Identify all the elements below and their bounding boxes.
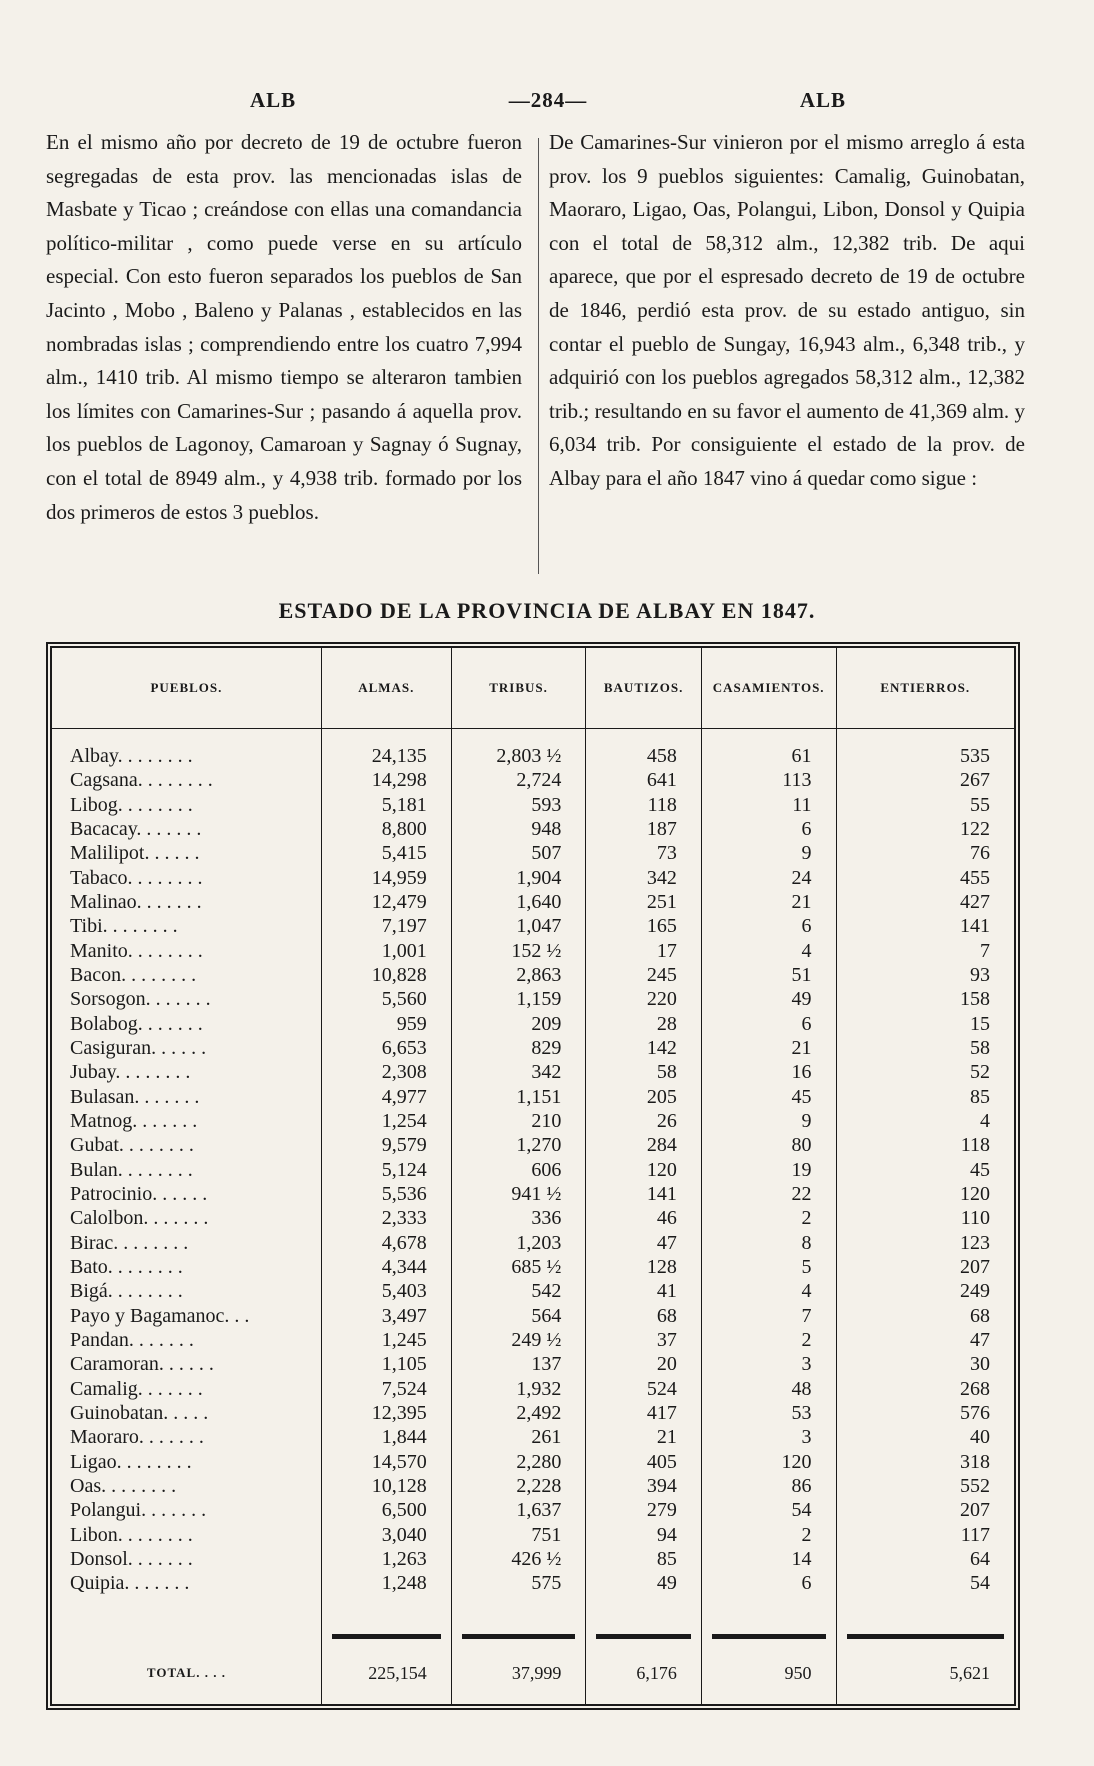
value-cell: 426 ½	[451, 1547, 586, 1571]
table-row	[52, 914, 1014, 938]
table-row	[52, 1279, 1014, 1303]
pueblo-cell: Sorsogon. . . . . . .	[70, 988, 211, 1011]
value-cell: 15	[836, 1012, 1014, 1036]
pueblo-cell: Donsol. . . . . . .	[70, 1547, 193, 1570]
value-cell: 535	[836, 729, 1014, 769]
value-cell: 1,932	[451, 1376, 586, 1400]
value-cell: 1,844	[321, 1425, 451, 1449]
value-cell: 210	[451, 1109, 586, 1133]
value-cell: 68	[586, 1303, 701, 1327]
value-cell: 118	[586, 793, 701, 817]
rule-bar	[462, 1634, 576, 1639]
pueblo-cell: Bolabog. . . . . . .	[70, 1012, 203, 1035]
value-cell: 21	[701, 890, 836, 914]
rule-bar	[332, 1634, 441, 1639]
value-cell: 9	[701, 841, 836, 865]
value-cell: 524	[586, 1376, 701, 1400]
value-cell: 6	[701, 817, 836, 841]
page-number: —284—	[508, 87, 588, 112]
value-cell: 1,151	[451, 1085, 586, 1109]
table-frame	[46, 642, 1020, 1710]
value-cell: 336	[451, 1206, 586, 1230]
value-cell: 3,497	[321, 1303, 451, 1327]
table-row	[52, 1012, 1014, 1036]
pueblo-cell: Tibi. . . . . . . .	[70, 915, 178, 938]
rule-cell	[52, 1632, 321, 1643]
table-row	[52, 841, 1014, 865]
value-cell: 606	[451, 1157, 586, 1181]
value-cell: 12,479	[321, 890, 451, 914]
value-cell: 10,128	[321, 1474, 451, 1498]
value-cell: 86	[701, 1474, 836, 1498]
value-cell: 123	[836, 1230, 1014, 1254]
pueblo-cell: Casiguran. . . . . .	[70, 1037, 207, 1059]
value-cell: 2	[701, 1328, 836, 1352]
value-cell: 80	[701, 1133, 836, 1157]
value-cell: 187	[586, 817, 701, 841]
value-cell: 28	[586, 1012, 701, 1036]
value-cell: 2,308	[321, 1060, 451, 1084]
pueblo-cell: Jubay. . . . . . . .	[70, 1061, 191, 1084]
value-cell: 26	[586, 1109, 701, 1133]
value-cell: 417	[586, 1401, 701, 1425]
table-body	[52, 729, 1014, 1705]
table-row	[52, 1109, 1014, 1133]
value-cell: 207	[836, 1255, 1014, 1279]
pueblo-cell: Manito. . . . . . . .	[70, 939, 203, 962]
value-cell: 158	[836, 987, 1014, 1011]
value-cell: 405	[586, 1449, 701, 1473]
value-cell: 564	[451, 1303, 586, 1327]
value-cell: 3	[701, 1352, 836, 1376]
value-cell: 49	[701, 987, 836, 1011]
column-header: TRIBUS.	[451, 648, 586, 729]
value-cell: 284	[586, 1133, 701, 1157]
value-cell: 205	[586, 1085, 701, 1109]
value-cell: 12,395	[321, 1401, 451, 1425]
spacer-cell	[451, 1595, 586, 1631]
table-row	[52, 1157, 1014, 1181]
value-cell: 8,800	[321, 817, 451, 841]
value-cell: 47	[586, 1230, 701, 1254]
value-cell: 22	[701, 1182, 836, 1206]
pueblo-cell: Tabaco. . . . . . . .	[70, 866, 203, 889]
pueblo-cell: Matnog. . . . . . .	[70, 1109, 198, 1132]
spacer-cell	[701, 1595, 836, 1631]
value-cell: 58	[586, 1060, 701, 1084]
value-cell: 552	[836, 1474, 1014, 1498]
value-cell: 68	[836, 1303, 1014, 1327]
table-row	[52, 1133, 1014, 1157]
value-cell: 342	[451, 1060, 586, 1084]
value-cell: 41	[586, 1279, 701, 1303]
value-cell: 16	[701, 1060, 836, 1084]
value-cell: 5,560	[321, 987, 451, 1011]
value-cell: 165	[586, 914, 701, 938]
value-cell: 5,415	[321, 841, 451, 865]
spacer-cell	[586, 1595, 701, 1631]
table-row	[52, 1401, 1014, 1425]
pueblo-cell: Cagsana. . . . . . . .	[70, 769, 213, 792]
value-cell: 118	[836, 1133, 1014, 1157]
value-cell: 318	[836, 1449, 1014, 1473]
value-cell: 641	[586, 768, 701, 792]
pueblo-cell: Ligao. . . . . . . .	[70, 1450, 192, 1473]
pueblo-cell: Bato. . . . . . . .	[70, 1255, 183, 1278]
value-cell: 47	[836, 1328, 1014, 1352]
pueblo-cell: Bulan. . . . . . . .	[70, 1158, 193, 1181]
pueblo-cell: Malilipot. . . . . .	[70, 842, 200, 865]
rule-bar	[847, 1634, 1005, 1639]
value-cell: 64	[836, 1547, 1014, 1571]
value-cell: 110	[836, 1206, 1014, 1230]
table-row	[52, 1376, 1014, 1400]
table-row	[52, 1230, 1014, 1254]
rule-bar	[712, 1634, 826, 1639]
value-cell: 1,270	[451, 1133, 586, 1157]
value-cell: 576	[836, 1401, 1014, 1425]
pueblo-cell: Libon. . . . . . . .	[70, 1523, 193, 1546]
value-cell: 1,001	[321, 939, 451, 963]
estado-table	[52, 648, 1014, 1704]
table-row	[52, 1474, 1014, 1498]
value-cell: 54	[836, 1571, 1014, 1595]
value-cell: 829	[451, 1036, 586, 1060]
value-cell: 120	[701, 1449, 836, 1473]
value-cell: 261	[451, 1425, 586, 1449]
column-header: ALMAS.	[321, 648, 451, 729]
value-cell: 542	[451, 1279, 586, 1303]
total-value: 37,999	[451, 1642, 586, 1704]
value-cell: 73	[586, 841, 701, 865]
pueblo-cell: Maoraro. . . . . . .	[70, 1426, 204, 1449]
value-cell: 52	[836, 1060, 1014, 1084]
value-cell: 2	[701, 1522, 836, 1546]
value-cell: 941 ½	[451, 1182, 586, 1206]
value-cell: 959	[321, 1012, 451, 1036]
pueblo-cell: Oas. . . . . . . .	[70, 1474, 177, 1497]
value-cell: 751	[451, 1522, 586, 1546]
value-cell: 1,203	[451, 1230, 586, 1254]
table-row	[52, 793, 1014, 817]
value-cell: 207	[836, 1498, 1014, 1522]
pueblo-cell: Albay. . . . . . . .	[70, 744, 193, 767]
pueblo-cell: Gubat. . . . . . . .	[70, 1134, 194, 1157]
value-cell: 19	[701, 1157, 836, 1181]
running-header	[250, 84, 846, 116]
value-cell: 113	[701, 768, 836, 792]
table-row	[52, 890, 1014, 914]
value-cell: 4	[701, 939, 836, 963]
value-cell: 2,333	[321, 1206, 451, 1230]
pueblo-cell: Payo y Bagamanoc. . .	[70, 1304, 250, 1327]
value-cell: 49	[586, 1571, 701, 1595]
value-cell: 5	[701, 1255, 836, 1279]
pueblo-cell: Pandan. . . . . . .	[70, 1328, 194, 1351]
value-cell: 137	[451, 1352, 586, 1376]
value-cell: 1,105	[321, 1352, 451, 1376]
value-cell: 1,159	[451, 987, 586, 1011]
value-cell: 5,536	[321, 1182, 451, 1206]
spacer-cell	[836, 1595, 1014, 1631]
pueblo-cell: Calolbon. . . . . . .	[70, 1207, 209, 1230]
value-cell: 268	[836, 1376, 1014, 1400]
value-cell: 2,803 ½	[451, 729, 586, 769]
value-cell: 128	[586, 1255, 701, 1279]
table-row	[52, 1206, 1014, 1230]
value-cell: 4,678	[321, 1230, 451, 1254]
value-cell: 593	[451, 793, 586, 817]
value-cell: 17	[586, 939, 701, 963]
table-row	[52, 729, 1014, 769]
table-row	[52, 1303, 1014, 1327]
value-cell: 267	[836, 768, 1014, 792]
value-cell: 9,579	[321, 1133, 451, 1157]
value-cell: 2,228	[451, 1474, 586, 1498]
value-cell: 93	[836, 963, 1014, 987]
value-cell: 279	[586, 1498, 701, 1522]
value-cell: 3,040	[321, 1522, 451, 1546]
value-cell: 342	[586, 866, 701, 890]
value-cell: 141	[586, 1182, 701, 1206]
rule-cell	[321, 1632, 451, 1643]
value-cell: 54	[701, 1498, 836, 1522]
value-cell: 2,492	[451, 1401, 586, 1425]
value-cell: 53	[701, 1401, 836, 1425]
rule-cell	[586, 1632, 701, 1643]
table-row	[52, 1522, 1014, 1546]
pueblo-cell: Bacon. . . . . . . .	[70, 964, 197, 987]
pueblo-cell: Bulasan. . . . . . .	[70, 1085, 200, 1108]
value-cell: 20	[586, 1352, 701, 1376]
header-right: ALB	[799, 87, 846, 112]
value-cell: 61	[701, 729, 836, 769]
table-title: ESTADO DE LA PROVINCIA DE ALBAY EN 1847.	[278, 598, 816, 623]
value-cell: 6,653	[321, 1036, 451, 1060]
table-row	[52, 817, 1014, 841]
value-cell: 76	[836, 841, 1014, 865]
value-cell: 21	[586, 1425, 701, 1449]
value-cell: 142	[586, 1036, 701, 1060]
value-cell: 14,570	[321, 1449, 451, 1473]
value-cell: 2,724	[451, 768, 586, 792]
value-cell: 209	[451, 1012, 586, 1036]
value-cell: 948	[451, 817, 586, 841]
value-cell: 45	[836, 1157, 1014, 1181]
value-cell: 24,135	[321, 729, 451, 769]
value-cell: 7,197	[321, 914, 451, 938]
table-row	[52, 1036, 1014, 1060]
value-cell: 85	[586, 1547, 701, 1571]
spacer-cell	[52, 1595, 321, 1631]
column-header: ENTIERROS.	[836, 648, 1014, 729]
value-cell: 45	[701, 1085, 836, 1109]
value-cell: 6	[701, 1012, 836, 1036]
table-row	[52, 1182, 1014, 1206]
value-cell: 6,500	[321, 1498, 451, 1522]
table-row	[52, 1449, 1014, 1473]
value-cell: 120	[586, 1157, 701, 1181]
value-cell: 249 ½	[451, 1328, 586, 1352]
value-cell: 249	[836, 1279, 1014, 1303]
value-cell: 40	[836, 1425, 1014, 1449]
value-cell: 48	[701, 1376, 836, 1400]
rule-bar	[596, 1634, 690, 1639]
value-cell: 251	[586, 890, 701, 914]
value-cell: 58	[836, 1036, 1014, 1060]
pueblo-cell: Bacacay. . . . . . .	[70, 818, 202, 841]
value-cell: 14,959	[321, 866, 451, 890]
value-cell: 30	[836, 1352, 1014, 1376]
value-cell: 4,977	[321, 1085, 451, 1109]
value-cell: 3	[701, 1425, 836, 1449]
value-cell: 1,254	[321, 1109, 451, 1133]
text-column-left: En el mismo año por decreto de 19 de octubre fueron segregadas de esta prov. las mencionadas islas de Masbate y Ticao ; creándose con ellas una comandancia político-militar , como puede verse en su artículo especial. Con esto fueron separados los pueblos de San Jacinto , Mobo , Baleno y Palanas , establecidos en las nombradas islas ; comprendiendo entre los cuatro 7,994 alm., 1410 trib. Al mismo tiempo se alteraron tambien los límites con Camarines-Sur ; pasando á aquella prov. los pueblos de Lagonoy, Camaroan y Sagnay ó Sugnay, con el total de 8949 alm., y 4,938 trib. formado por los dos primeros de estos 3 pueblos.	[46, 130, 522, 524]
value-cell: 575	[451, 1571, 586, 1595]
value-cell: 1,047	[451, 914, 586, 938]
value-cell: 120	[836, 1182, 1014, 1206]
value-cell: 507	[451, 841, 586, 865]
table-row	[52, 1085, 1014, 1109]
value-cell: 117	[836, 1522, 1014, 1546]
table-row	[52, 939, 1014, 963]
total-rule	[52, 1632, 1014, 1643]
text-column-right: De Camarines-Sur vinieron por el mismo arreglo á esta prov. los 9 pueblos siguientes: Camalig, Guinobatan, Maoraro, Ligao, Oas, Polangui, Libon, Donsol y Quipia con el total de 58,312 alm., 12,382 trib. De aqui aparece, que por el espresado decreto de 19 de octubre de 1846, perdió esta prov. de su estado antiguo, sin contar el pueblo de Sungay, 16,943 alm., 6,348 trib., y adquirió con los pueblos agregados 58,312 alm., 12,382 trib.; resultando en su favor el aumento de 41,369 alm. y 6,034 trib. Por consiguiente el estado de la prov. de Albay para el año 1847 vino á quedar como sigue :	[549, 130, 1025, 490]
pueblo-cell: Malinao. . . . . . .	[70, 891, 202, 914]
value-cell: 394	[586, 1474, 701, 1498]
value-cell: 1,904	[451, 866, 586, 890]
pueblo-cell: Camalig. . . . . . .	[70, 1377, 203, 1400]
value-cell: 5,124	[321, 1157, 451, 1181]
value-cell: 220	[586, 987, 701, 1011]
total-value: 225,154	[321, 1642, 451, 1704]
value-cell: 14,298	[321, 768, 451, 792]
pueblo-cell: Guinobatan. . . . .	[70, 1401, 209, 1424]
column-divider	[538, 138, 539, 574]
pueblo-cell: Polangui. . . . . . .	[70, 1499, 207, 1522]
value-cell: 7	[836, 939, 1014, 963]
header-left: ALB	[250, 87, 297, 112]
total-value: 950	[701, 1642, 836, 1704]
pueblo-cell: Quipia. . . . . . .	[70, 1572, 190, 1595]
value-cell: 46	[586, 1206, 701, 1230]
table-row	[52, 1352, 1014, 1376]
pueblo-cell: Patrocinio. . . . . .	[70, 1182, 208, 1205]
rule-cell	[451, 1632, 586, 1643]
table-row	[52, 768, 1014, 792]
value-cell: 455	[836, 866, 1014, 890]
value-cell: 2,863	[451, 963, 586, 987]
table-row	[52, 1255, 1014, 1279]
table-header-row	[52, 648, 1014, 729]
pueblo-cell: Caramoran. . . . . .	[70, 1353, 214, 1376]
value-cell: 51	[701, 963, 836, 987]
value-cell: 4	[836, 1109, 1014, 1133]
value-cell: 122	[836, 817, 1014, 841]
table-row	[52, 1547, 1014, 1571]
value-cell: 11	[701, 793, 836, 817]
value-cell: 55	[836, 793, 1014, 817]
value-cell: 9	[701, 1109, 836, 1133]
value-cell: 1,637	[451, 1498, 586, 1522]
total-value: 6,176	[586, 1642, 701, 1704]
table-spacer	[52, 1595, 1014, 1631]
value-cell: 4,344	[321, 1255, 451, 1279]
total-label: TOTAL. . . .	[146, 1665, 226, 1681]
rule-cell	[836, 1632, 1014, 1643]
column-header: BAUTIZOS.	[586, 648, 701, 729]
value-cell: 1,245	[321, 1328, 451, 1352]
value-cell: 94	[586, 1522, 701, 1546]
value-cell: 7	[701, 1303, 836, 1327]
pueblo-cell: Birac. . . . . . . .	[70, 1231, 189, 1254]
value-cell: 1,640	[451, 890, 586, 914]
pueblo-cell: Libog. . . . . . . .	[70, 793, 193, 816]
value-cell: 458	[586, 729, 701, 769]
value-cell: 7,524	[321, 1376, 451, 1400]
value-cell: 2	[701, 1206, 836, 1230]
value-cell: 6	[701, 914, 836, 938]
value-cell: 10,828	[321, 963, 451, 987]
value-cell: 427	[836, 890, 1014, 914]
pueblo-cell: Bigá. . . . . . . .	[70, 1280, 183, 1303]
table-row	[52, 1328, 1014, 1352]
value-cell: 141	[836, 914, 1014, 938]
value-cell: 14	[701, 1547, 836, 1571]
total-value: 5,621	[836, 1642, 1014, 1704]
value-cell: 4	[701, 1279, 836, 1303]
value-cell: 8	[701, 1230, 836, 1254]
table-row	[52, 1060, 1014, 1084]
value-cell: 685 ½	[451, 1255, 586, 1279]
value-cell: 1,263	[321, 1547, 451, 1571]
table-row	[52, 1425, 1014, 1449]
value-cell: 21	[701, 1036, 836, 1060]
rule-cell	[701, 1632, 836, 1643]
value-cell: 2,280	[451, 1449, 586, 1473]
value-cell: 85	[836, 1085, 1014, 1109]
value-cell: 245	[586, 963, 701, 987]
value-cell: 24	[701, 866, 836, 890]
table-row	[52, 1498, 1014, 1522]
table-row	[52, 866, 1014, 890]
value-cell: 5,181	[321, 793, 451, 817]
value-cell: 1,248	[321, 1571, 451, 1595]
table-row	[52, 1571, 1014, 1595]
value-cell: 37	[586, 1328, 701, 1352]
table-row	[52, 963, 1014, 987]
value-cell: 6	[701, 1571, 836, 1595]
column-header: PUEBLOS.	[52, 648, 321, 729]
value-cell: 5,403	[321, 1279, 451, 1303]
value-cell: 152 ½	[451, 939, 586, 963]
total-row	[52, 1642, 1014, 1704]
spacer-cell	[321, 1595, 451, 1631]
column-header: CASAMIENTOS.	[701, 648, 836, 729]
table-row	[52, 987, 1014, 1011]
